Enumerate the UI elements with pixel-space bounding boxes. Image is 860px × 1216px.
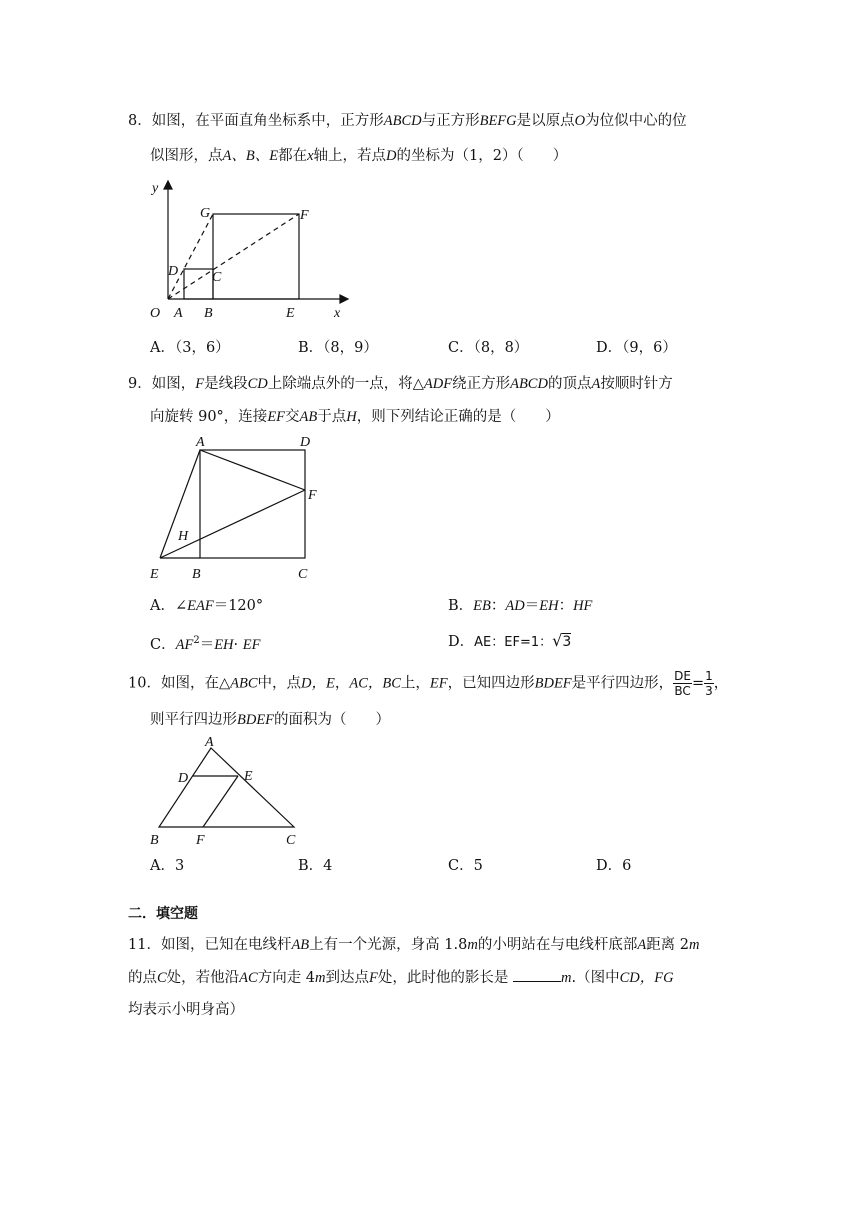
q8-label-y: y (152, 181, 159, 196)
q8-label-C: C (212, 270, 222, 285)
q10-option-c: C．5 (448, 858, 483, 874)
q10-option-d: D．6 (596, 858, 632, 874)
q8-option-d: D．（9，6） (596, 340, 677, 356)
q11-answer-blank[interactable] (513, 969, 561, 982)
q9-number: 9． (128, 376, 152, 392)
q8-option-c: C．（8，8） (448, 340, 529, 356)
q11-line3: 均表示小明身高） (128, 1002, 244, 1018)
q8-ray-og (168, 214, 213, 299)
q11-line2: 的点C处，若他沿AC方向走 4m到达点F处，此时他的影长是 m.（图中CD，FG (128, 970, 674, 986)
q10-triangle-abc (159, 748, 294, 827)
q10-line1: 10．如图，在△ABC中，点D，E，AC，BC上，EF，已知四边形BDEF是平行四边形， $\frac{DE}{BC}$ = $\frac{1}{3}$ ， (128, 669, 729, 698)
q8-square-abcd (184, 269, 213, 299)
q9-label-E: E (150, 567, 159, 582)
q10-label-A: A (205, 735, 214, 750)
q8-line2: 似图形，点A、B、E都在x轴上，若点D的坐标为（1，2）（ ） (150, 148, 568, 164)
q9-label-D: D (300, 435, 311, 450)
q8-label-x: x (334, 306, 341, 321)
q9-label-B: B (192, 567, 201, 582)
q9-square-abcd (200, 450, 305, 558)
q8-label-E: E (286, 306, 295, 321)
q9-option-c: C．$AF^2=EH\cdot$ EF (150, 635, 261, 653)
q8-y-arrow (164, 181, 172, 189)
q9-label-A: A (196, 435, 205, 450)
q9-option-d: D．AE：EF=1：√3 (448, 631, 572, 650)
q9-option-a: A．∠EAF＝120° (150, 598, 264, 614)
q9-option-b: B．EB：AD＝EH：HF (448, 598, 593, 614)
q8-ray-of (168, 214, 299, 299)
q8-label-D: D (168, 264, 179, 279)
section-title-fill-in: 二．填空题 (128, 906, 198, 922)
q11-line1: 11．如图，已知在电线杆AB上有一个光源，身高 1.8m的小明站在与电线杆底部A距离 2m (128, 937, 700, 953)
q9-label-H: H (178, 529, 189, 544)
q10-fraction-de-bc: $\frac{DE}{BC}$ (674, 669, 691, 698)
q10-segment-ef (203, 776, 238, 827)
q8-figure (140, 175, 360, 325)
q9-segment-af (200, 450, 305, 490)
q9-figure (140, 432, 340, 587)
q8-label-O: O (150, 306, 161, 321)
q8-label-F: F (300, 208, 309, 223)
q10-label-D: D (178, 771, 189, 786)
q10-label-F: F (196, 833, 205, 848)
q10-option-b: B．4 (298, 858, 333, 874)
q10-figure (140, 730, 320, 852)
q8-number: 8． (128, 113, 152, 129)
q11-number: 11． (128, 937, 161, 953)
q8-label-G: G (200, 206, 211, 221)
q8-option-b: B．（8，9） (298, 340, 378, 356)
q8-square-befg (213, 214, 299, 299)
q10-label-E: E (244, 769, 253, 784)
q10-fraction-one-third: $\frac{1}{3}$ (705, 669, 713, 698)
q10-line2: 则平行四边形BDEF的面积为（ ） (150, 712, 391, 728)
q10-label-C: C (286, 833, 296, 848)
q9-label-F: F (308, 488, 317, 503)
sqrt-icon: √ (552, 631, 563, 650)
q8-label-B: B (204, 306, 213, 321)
q9-line2: 向旋转 90°，连接EF交AB于点H，则下列结论正确的是（ ） (150, 409, 560, 425)
q9-line1: 9．如图，F是线段CD上除端点外的一点，将△ADF绕正方形ABCD的顶点A按顺时针方 (128, 376, 673, 392)
q10-label-B: B (150, 833, 159, 848)
q8-x-arrow (340, 295, 348, 303)
q9-label-C: C (298, 567, 308, 582)
q8-label-A: A (174, 306, 183, 321)
q8-line1: 8．如图，在平面直角坐标系中，正方形ABCD与正方形BEFG是以原点O为位似中心的位 (128, 113, 687, 129)
q8-option-a: A．（3，6） (150, 340, 230, 356)
q10-option-a: A．3 (150, 858, 185, 874)
q10-number: 10． (128, 675, 161, 692)
